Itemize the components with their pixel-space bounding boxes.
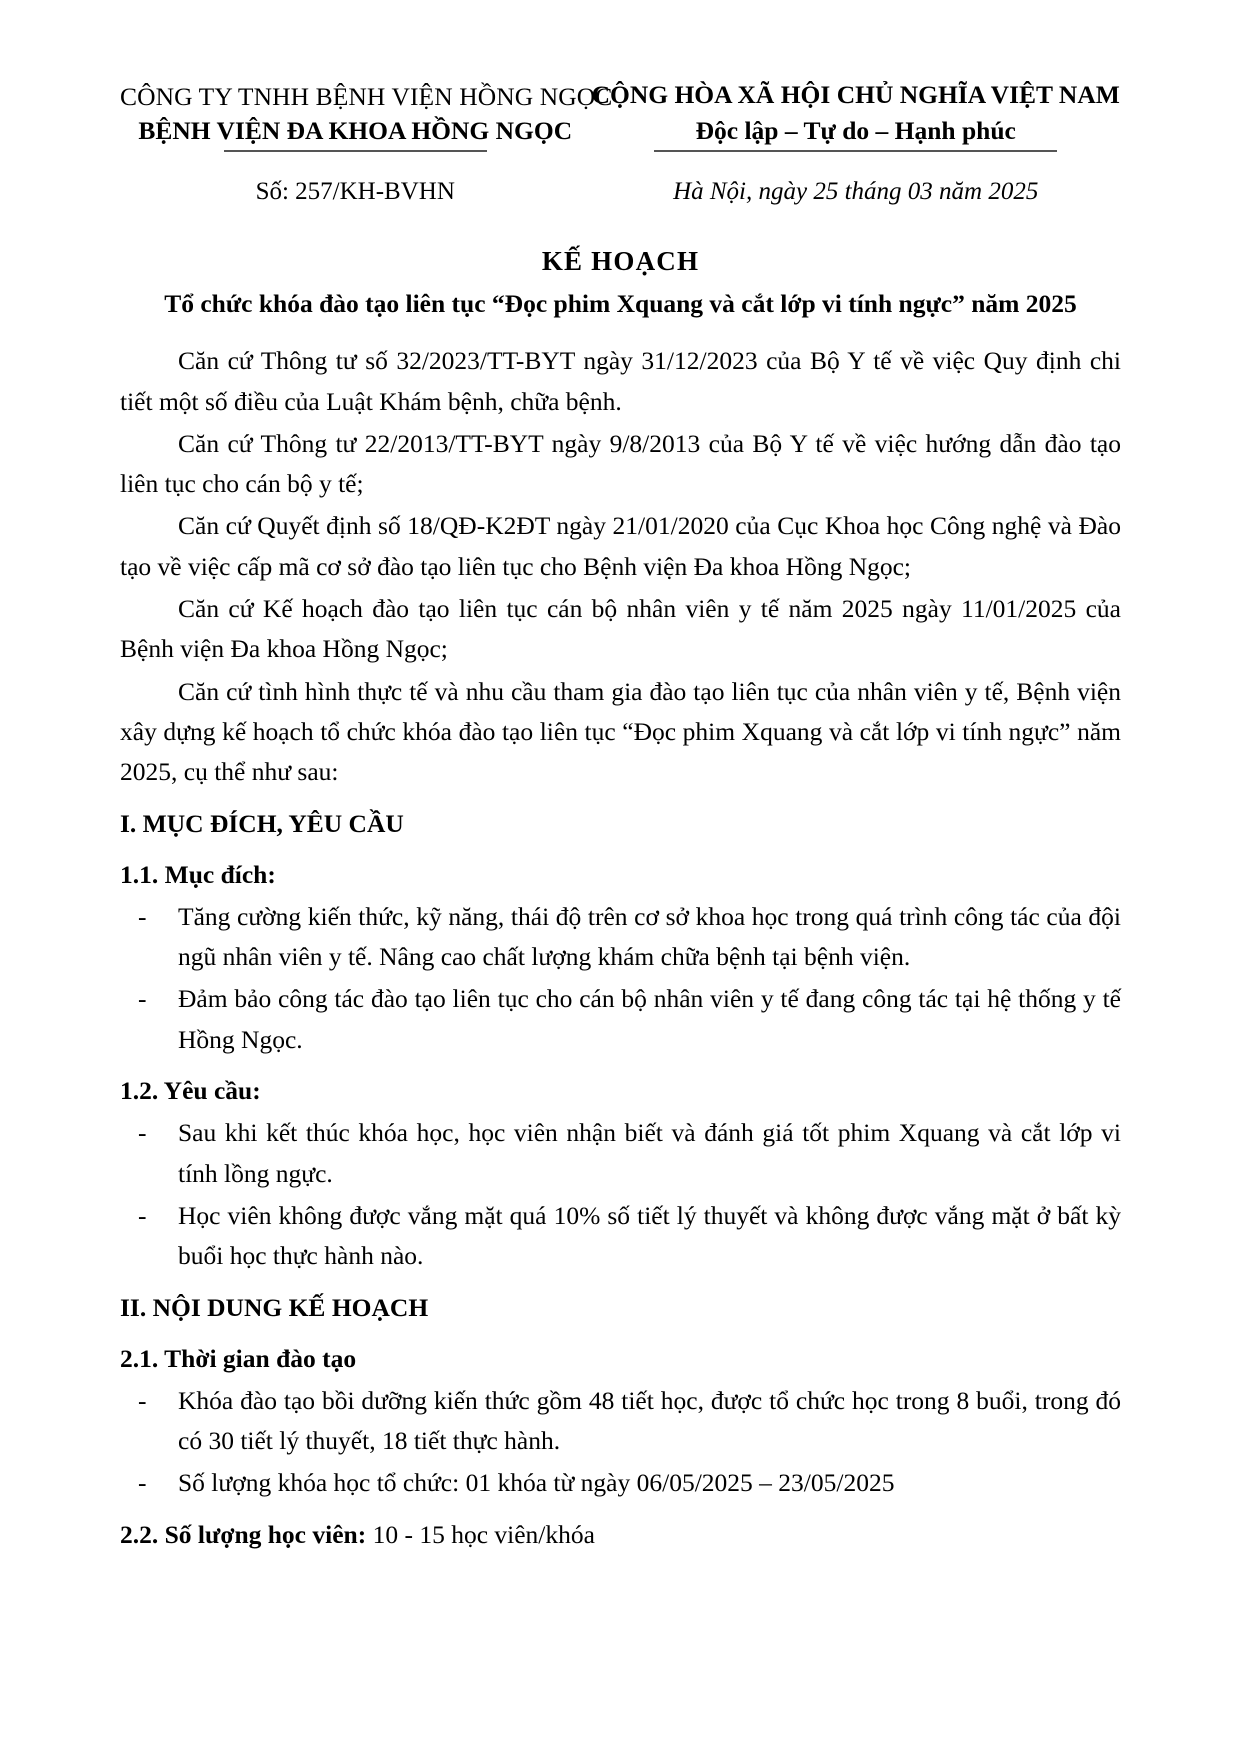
list-item-text: Số lượng khóa học tổ chức: 01 khóa từ ngày 06/05/2025 – 23/05/2025 (178, 1468, 895, 1498)
list-item-text: Tăng cường kiến thức, kỹ năng, thái độ trên cơ sở khoa học trong quá trình công tác của đội ngũ nhân viên y tế. Nâng cao chất lượng khám chữa bệnh tại bệnh viện. (178, 901, 1121, 972)
subsection-2-2-label: 2.2. Số lượng học viên: (120, 1519, 367, 1549)
section-heading-2: II. NỘI DUNG KẾ HOẠCH (120, 1293, 429, 1323)
list-item (120, 1113, 1121, 1194)
issuing-organization-block (120, 78, 613, 152)
subsection-heading-1-1: 1.1. Mục đích: (120, 859, 276, 889)
page-subtitle: Tổ chức khóa đào tạo liên tục “Đọc phim Xquang và cắt lớp vi tính ngực” năm 2025 (164, 288, 1077, 318)
national-motto: Độc lập – Tự do – Hạnh phúc (695, 115, 1016, 145)
list-item-text: Học viên không được vắng mặt quá 10% số tiết lý thuyết và không được vắng mặt ở bất kỳ buổi học thực hành nào. (178, 1200, 1121, 1271)
hospital-name-underline (224, 150, 487, 152)
subsection-heading-1-2: 1.2. Yêu cầu: (120, 1076, 261, 1106)
list-item-text: Khóa đào tạo bồi dưỡng kiến thức gồm 48 tiết học, được tổ chức học trong 8 buổi, trong đó có 30 tiết lý thuyết, 18 tiết thực hành. (178, 1385, 1121, 1456)
document-number: Số: 257/KH-BVHN (255, 177, 455, 205)
list-item-text: Đảm bảo công tác đào tạo liên tục cho cán bộ nhân viên y tế đang công tác tại hệ thống y tế Hồng Ngọc. (178, 984, 1121, 1054)
dash-bullet-icon: - (138, 984, 147, 1014)
preamble-paragraph: Căn cứ Thông tư số 32/2023/TT-BYT ngày 31/12/2023 của Bộ Y tế về việc Quy định chi tiết một số điều của Luật Khám bệnh, chữa bệnh. (120, 346, 1121, 416)
document-header (120, 78, 1121, 152)
list-item (120, 897, 1121, 978)
document-body (120, 341, 1121, 1554)
list-item (120, 1463, 1121, 1503)
subsection-heading-2-2 (120, 1516, 1121, 1554)
place-and-date: Hà Nội, ngày 25 tháng 03 năm 2025 (673, 177, 1039, 205)
preamble-paragraph: Căn cứ Quyết định số 18/QĐ-K2ĐT ngày 21/01/2020 của Cục Khoa học Công nghệ và Đào tạo về việc cấp mã cơ sở đào tạo liên tục cho Bệnh viện Đa khoa Hồng Ngọc; (120, 511, 1121, 581)
preamble-paragraph: Căn cứ Thông tư 22/2013/TT-BYT ngày 9/8/2013 của Bộ Y tế về việc hướng dẫn đào tạo liên tục cho cán bộ y tế; (120, 428, 1121, 499)
national-title: CỘNG HÒA XÃ HỘI CHỦ NGHĨA VIỆT NAM (591, 80, 1120, 109)
dash-bullet-icon: - (138, 1385, 147, 1415)
dash-bullet-icon: - (138, 1468, 147, 1498)
preamble-paragraph: Căn cứ tình hình thực tế và nhu cầu tham gia đào tạo liên tục của nhân viên y tế, Bệnh viện xây dựng kế hoạch tổ chức khóa đào tạo liên tục “Đọc phim Xquang và cắt lớp vi tính ngực” năm 2025, cụ thể như sau: (120, 676, 1121, 787)
dash-bullet-icon: - (138, 1118, 147, 1148)
hospital-name: BỆNH VIỆN ĐA KHOA HỒNG NGỌC (138, 115, 573, 145)
dash-bullet-icon: - (138, 901, 147, 931)
section-heading-1: I. MỤC ĐÍCH, YÊU CẦU (120, 809, 404, 839)
page-title: KẾ HOẠCH (541, 245, 700, 276)
company-name: CÔNG TY TNHH BỆNH VIỆN HỒNG NGỌC (120, 82, 613, 111)
list-1-1 (120, 897, 1121, 1060)
national-heading-block (590, 78, 1121, 152)
list-item (120, 1381, 1121, 1462)
preamble-paragraph: Căn cứ Kế hoạch đào tạo liên tục cán bộ nhân viên y tế năm 2025 ngày 11/01/2025 của Bệnh viện Đa khoa Hồng Ngọc; (120, 594, 1121, 664)
subsection-2-2-value: 10 - 15 học viên/khóa (366, 1519, 595, 1549)
dash-bullet-icon: - (138, 1200, 147, 1230)
list-1-2 (120, 1113, 1121, 1276)
national-motto-underline (654, 150, 1057, 152)
number-date-row (120, 178, 1121, 206)
subsection-heading-2-1: 2.1. Thời gian đào tạo (120, 1343, 357, 1373)
list-2-1 (120, 1381, 1121, 1504)
list-item-text: Sau khi kết thúc khóa học, học viên nhận biết và đánh giá tốt phim Xquang và cắt lớp vi tính lồng ngực. (178, 1118, 1121, 1188)
list-item (120, 979, 1121, 1060)
list-item (120, 1196, 1121, 1277)
